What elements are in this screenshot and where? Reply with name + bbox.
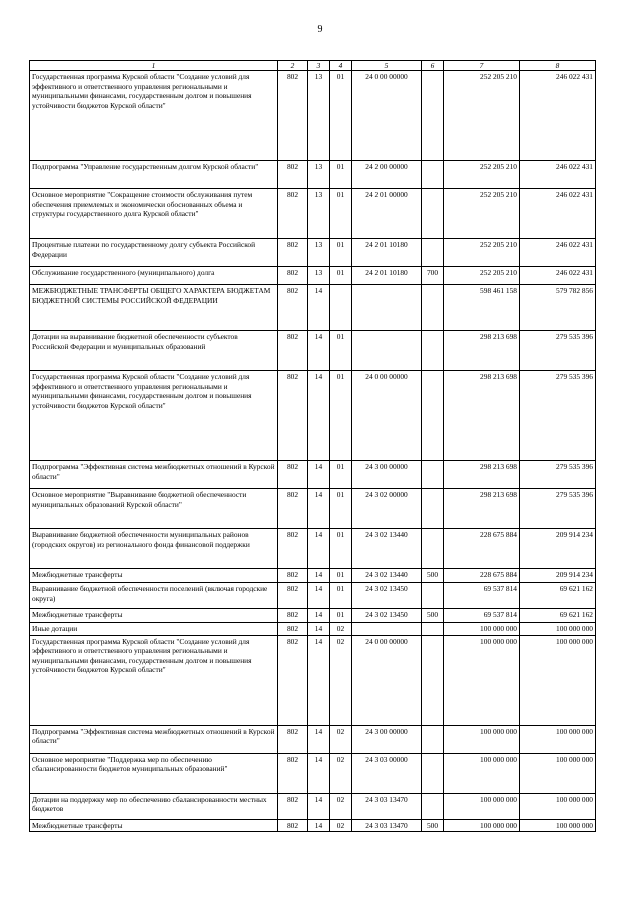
cell-amount-2: 279 535 396 <box>520 371 596 461</box>
table-row <box>30 725 596 753</box>
cell-subsection: 02 <box>330 623 352 636</box>
cell-amount-2: 100 000 000 <box>520 793 596 819</box>
cell-target <box>352 623 422 636</box>
cell-target: 24 2 00 00000 <box>352 161 422 189</box>
cell-amount-1: 100 000 000 <box>444 623 520 636</box>
cell-admin: 802 <box>278 635 308 725</box>
table-row <box>30 71 596 161</box>
table-row <box>30 461 596 489</box>
table-row <box>30 753 596 793</box>
cell-admin: 802 <box>278 725 308 753</box>
cell-amount-1: 298 213 698 <box>444 331 520 371</box>
cell-admin: 802 <box>278 583 308 609</box>
cell-expense-type <box>422 529 444 569</box>
cell-admin: 802 <box>278 285 308 331</box>
cell-admin: 802 <box>278 189 308 239</box>
cell-name: Государственная программа Курской области "Создание условий для эффективного и ответственного управления региональными и муниципальными финансами, государственным долгом и повышения устойчивости бюджетов Курской области" <box>30 71 278 161</box>
cell-amount-1: 252 205 210 <box>444 189 520 239</box>
cell-amount-2: 279 535 396 <box>520 461 596 489</box>
cell-subsection: 01 <box>330 583 352 609</box>
cell-subsection: 01 <box>330 569 352 583</box>
cell-amount-1: 228 675 884 <box>444 569 520 583</box>
cell-subsection: 02 <box>330 819 352 832</box>
cell-name: Государственная программа Курской области "Создание условий для эффективного и ответственного управления региональными и муниципальными финансами, государственным долгом и повышения устойчивости бюджетов Курской области" <box>30 635 278 725</box>
cell-section: 14 <box>308 569 330 583</box>
cell-name: Межбюджетные трансферты <box>30 819 278 832</box>
cell-subsection: 01 <box>330 239 352 267</box>
cell-amount-1: 298 213 698 <box>444 371 520 461</box>
cell-target: 24 3 02 13440 <box>352 529 422 569</box>
cell-amount-2: 246 022 431 <box>520 161 596 189</box>
cell-subsection: 01 <box>330 529 352 569</box>
cell-name: Процентные платежи по государственному долгу субъекта Российской Федерации <box>30 239 278 267</box>
table-row <box>30 635 596 725</box>
col-header-2: 2 <box>278 61 308 71</box>
cell-section: 14 <box>308 635 330 725</box>
cell-target: 24 3 00 00000 <box>352 725 422 753</box>
cell-subsection: 02 <box>330 635 352 725</box>
cell-amount-2: 209 914 234 <box>520 529 596 569</box>
table-row <box>30 583 596 609</box>
cell-expense-type: 700 <box>422 267 444 285</box>
cell-amount-2: 100 000 000 <box>520 753 596 793</box>
cell-section: 13 <box>308 161 330 189</box>
cell-admin: 802 <box>278 371 308 461</box>
cell-amount-1: 298 213 698 <box>444 489 520 529</box>
cell-name: Выравнивание бюджетной обеспеченности поселений (включая городские округа) <box>30 583 278 609</box>
cell-target: 24 3 03 00000 <box>352 753 422 793</box>
cell-section: 14 <box>308 793 330 819</box>
cell-name: Подпрограмма "Эффективная система межбюджетных отношений в Курской области" <box>30 725 278 753</box>
cell-subsection: 01 <box>330 461 352 489</box>
cell-name: Дотации на поддержку мер по обеспечению сбалансированности местных бюджетов <box>30 793 278 819</box>
cell-admin: 802 <box>278 609 308 623</box>
cell-amount-1: 252 205 210 <box>444 71 520 161</box>
cell-amount-2: 69 621 162 <box>520 609 596 623</box>
cell-name: Основное мероприятие "Поддержка мер по обеспечению сбалансированности бюджетов муниципальных образований" <box>30 753 278 793</box>
cell-name: Межбюджетные трансферты <box>30 609 278 623</box>
cell-amount-1: 69 537 814 <box>444 583 520 609</box>
cell-amount-1: 252 205 210 <box>444 239 520 267</box>
table-row <box>30 285 596 331</box>
table-row <box>30 819 596 832</box>
table-row <box>30 161 596 189</box>
cell-admin: 802 <box>278 71 308 161</box>
cell-amount-2: 246 022 431 <box>520 71 596 161</box>
table-body <box>30 71 596 832</box>
cell-name: Подпрограмма "Эффективная система межбюджетных отношений в Курской области" <box>30 461 278 489</box>
cell-admin: 802 <box>278 267 308 285</box>
cell-expense-type <box>422 161 444 189</box>
cell-section: 14 <box>308 489 330 529</box>
cell-section: 13 <box>308 71 330 161</box>
col-header-6: 6 <box>422 61 444 71</box>
cell-amount-2: 579 782 856 <box>520 285 596 331</box>
cell-expense-type <box>422 71 444 161</box>
cell-name: Основное мероприятие "Выравнивание бюджетной обеспеченности муниципальных образований Курской области" <box>30 489 278 529</box>
cell-amount-1: 69 537 814 <box>444 609 520 623</box>
cell-amount-1: 228 675 884 <box>444 529 520 569</box>
cell-section: 14 <box>308 725 330 753</box>
cell-subsection: 01 <box>330 267 352 285</box>
col-header-4: 4 <box>330 61 352 71</box>
cell-expense-type <box>422 239 444 267</box>
budget-table <box>29 60 596 832</box>
cell-section: 14 <box>308 609 330 623</box>
cell-subsection: 02 <box>330 753 352 793</box>
cell-amount-2: 100 000 000 <box>520 635 596 725</box>
cell-subsection: 01 <box>330 161 352 189</box>
cell-expense-type <box>422 461 444 489</box>
cell-amount-2: 209 914 234 <box>520 569 596 583</box>
cell-subsection: 01 <box>330 71 352 161</box>
cell-amount-1: 100 000 000 <box>444 819 520 832</box>
cell-section: 14 <box>308 285 330 331</box>
cell-name: Дотации на выравнивание бюджетной обеспеченности субъектов Российской Федерации и муниципальных образований <box>30 331 278 371</box>
cell-expense-type <box>422 793 444 819</box>
cell-expense-type <box>422 189 444 239</box>
cell-expense-type: 500 <box>422 609 444 623</box>
cell-expense-type <box>422 623 444 636</box>
cell-section: 14 <box>308 529 330 569</box>
col-header-5: 5 <box>352 61 422 71</box>
cell-name: Подпрограмма "Управление государственным долгом Курской области" <box>30 161 278 189</box>
cell-amount-2: 69 621 162 <box>520 583 596 609</box>
cell-amount-1: 298 213 698 <box>444 461 520 489</box>
table-row <box>30 569 596 583</box>
cell-target: 24 0 00 00000 <box>352 71 422 161</box>
cell-expense-type <box>422 725 444 753</box>
cell-subsection: 01 <box>330 189 352 239</box>
cell-name: Основное мероприятие "Сокращение стоимости обслуживания путем обеспечения приемлемых и экономически обоснованных объема и структуры государственного долга Курской области" <box>30 189 278 239</box>
table-row <box>30 609 596 623</box>
cell-target <box>352 285 422 331</box>
cell-target: 24 3 03 13470 <box>352 819 422 832</box>
cell-expense-type <box>422 489 444 529</box>
cell-section: 14 <box>308 461 330 489</box>
cell-section: 13 <box>308 189 330 239</box>
cell-target: 24 3 03 13470 <box>352 793 422 819</box>
cell-admin: 802 <box>278 623 308 636</box>
cell-amount-2: 100 000 000 <box>520 819 596 832</box>
cell-expense-type <box>422 583 444 609</box>
cell-target: 24 3 02 13450 <box>352 583 422 609</box>
cell-subsection: 01 <box>330 609 352 623</box>
col-header-1: 1 <box>30 61 278 71</box>
cell-admin: 802 <box>278 819 308 832</box>
cell-section: 14 <box>308 753 330 793</box>
cell-target: 24 2 01 00000 <box>352 189 422 239</box>
cell-target: 24 2 01 10180 <box>352 239 422 267</box>
cell-subsection: 01 <box>330 331 352 371</box>
table-row <box>30 793 596 819</box>
cell-amount-1: 100 000 000 <box>444 635 520 725</box>
cell-section: 14 <box>308 371 330 461</box>
cell-amount-1: 598 461 158 <box>444 285 520 331</box>
cell-target: 24 3 02 13440 <box>352 569 422 583</box>
cell-admin: 802 <box>278 753 308 793</box>
cell-amount-1: 100 000 000 <box>444 793 520 819</box>
cell-amount-1: 252 205 210 <box>444 267 520 285</box>
cell-name: Государственная программа Курской области "Создание условий для эффективного и ответственного управления региональными и муниципальными финансами, государственным долгом и повышения устойчивости бюджетов Курской области" <box>30 371 278 461</box>
cell-target: 24 0 00 00000 <box>352 371 422 461</box>
cell-admin: 802 <box>278 461 308 489</box>
table-row <box>30 331 596 371</box>
page-number: 9 <box>317 24 323 35</box>
cell-name: Выравнивание бюджетной обеспеченности муниципальных районов (городских округов) из регионального фонда финансовой поддержки <box>30 529 278 569</box>
cell-amount-2: 100 000 000 <box>520 725 596 753</box>
table-row <box>30 623 596 636</box>
cell-amount-2: 279 535 396 <box>520 331 596 371</box>
table-row <box>30 371 596 461</box>
table-row <box>30 239 596 267</box>
cell-name: Обслуживание государственного (муниципального) долга <box>30 267 278 285</box>
cell-amount-2: 100 000 000 <box>520 623 596 636</box>
col-header-8: 8 <box>520 61 596 71</box>
cell-amount-1: 100 000 000 <box>444 725 520 753</box>
cell-target: 24 2 01 10180 <box>352 267 422 285</box>
cell-admin: 802 <box>278 331 308 371</box>
cell-target: 24 3 02 13450 <box>352 609 422 623</box>
cell-subsection: 01 <box>330 489 352 529</box>
cell-expense-type <box>422 331 444 371</box>
cell-target <box>352 331 422 371</box>
cell-section: 13 <box>308 239 330 267</box>
cell-name: Иные дотации <box>30 623 278 636</box>
cell-amount-1: 100 000 000 <box>444 753 520 793</box>
cell-expense-type <box>422 371 444 461</box>
cell-target: 24 3 02 00000 <box>352 489 422 529</box>
cell-section: 14 <box>308 583 330 609</box>
cell-amount-2: 246 022 431 <box>520 239 596 267</box>
cell-section: 13 <box>308 267 330 285</box>
cell-admin: 802 <box>278 529 308 569</box>
cell-expense-type: 500 <box>422 819 444 832</box>
cell-admin: 802 <box>278 239 308 267</box>
cell-amount-2: 246 022 431 <box>520 189 596 239</box>
col-header-3: 3 <box>308 61 330 71</box>
cell-expense-type <box>422 285 444 331</box>
cell-expense-type <box>422 753 444 793</box>
cell-target: 24 3 00 00000 <box>352 461 422 489</box>
cell-name: МЕЖБЮДЖЕТНЫЕ ТРАНСФЕРТЫ ОБЩЕГО ХАРАКТЕРА БЮДЖЕТАМ БЮДЖЕТНОЙ СИСТЕМЫ РОССИЙСКОЙ ФЕДЕРАЦИИ <box>30 285 278 331</box>
cell-name: Межбюджетные трансферты <box>30 569 278 583</box>
table-row <box>30 489 596 529</box>
cell-expense-type: 500 <box>422 569 444 583</box>
cell-expense-type <box>422 635 444 725</box>
cell-target: 24 0 00 00000 <box>352 635 422 725</box>
cell-section: 14 <box>308 331 330 371</box>
cell-subsection: 01 <box>330 371 352 461</box>
cell-subsection: 02 <box>330 793 352 819</box>
col-header-7: 7 <box>444 61 520 71</box>
cell-subsection: 02 <box>330 725 352 753</box>
cell-section: 14 <box>308 819 330 832</box>
cell-admin: 802 <box>278 793 308 819</box>
cell-section: 14 <box>308 623 330 636</box>
cell-admin: 802 <box>278 161 308 189</box>
cell-subsection <box>330 285 352 331</box>
table-row <box>30 267 596 285</box>
cell-amount-1: 252 205 210 <box>444 161 520 189</box>
cell-amount-2: 246 022 431 <box>520 267 596 285</box>
cell-admin: 802 <box>278 569 308 583</box>
cell-amount-2: 279 535 396 <box>520 489 596 529</box>
table-row <box>30 189 596 239</box>
cell-admin: 802 <box>278 489 308 529</box>
header-row <box>30 61 596 71</box>
table-row <box>30 529 596 569</box>
